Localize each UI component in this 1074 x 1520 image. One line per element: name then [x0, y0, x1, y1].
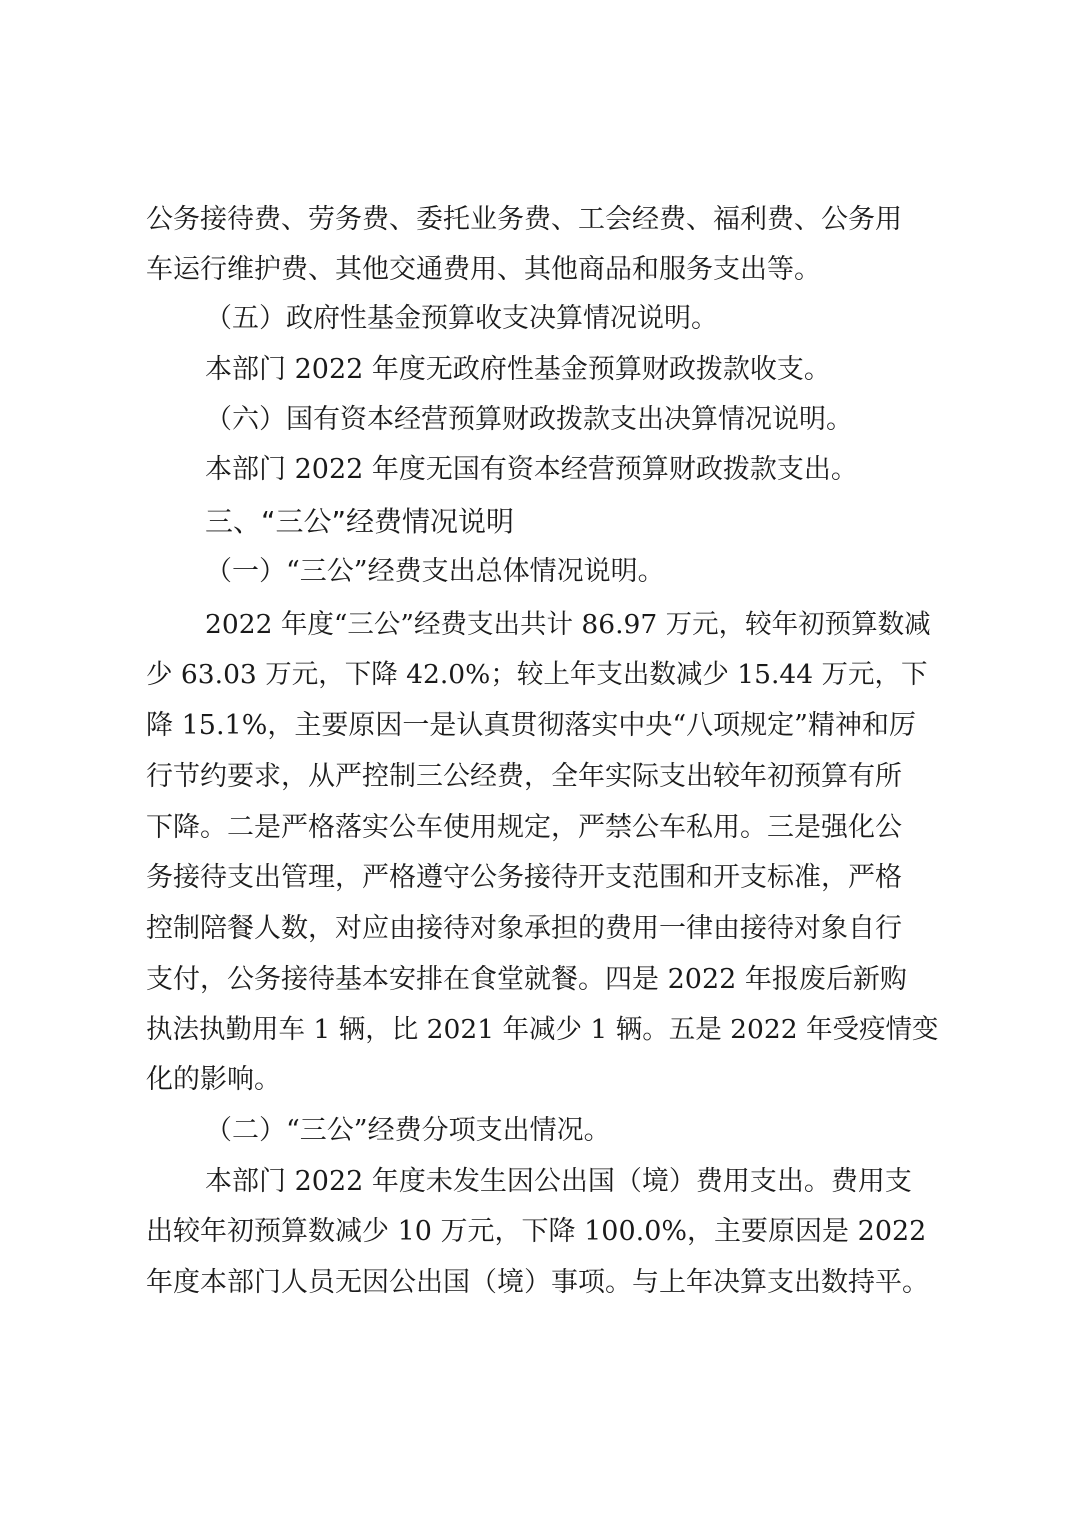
paragraph-line: 公务接待费、劳务费、委托业务费、工会经费、福利费、公务用: [146, 204, 902, 235]
paragraph-line: 车运行维护费、其他交通费用、其他商品和服务支出等。: [146, 254, 821, 285]
paragraph-line: 下降。二是严格落实公车使用规定，严禁公车私用。三是强化公: [146, 812, 902, 843]
paragraph-line: 务接待支出管理，严格遵守公务接待开支范围和开支标准，严格: [146, 862, 902, 893]
paragraph-line: 本部门 2022 年度无国有资本经营预算财政拨款支出。: [205, 454, 858, 485]
paragraph-line: 年度本部门人员无因公出国（境）事项。与上年决算支出数持平。: [146, 1267, 929, 1298]
paragraph-line: 本部门 2022 年度无政府性基金预算财政拨款收支。: [205, 354, 831, 385]
paragraph-line: 本部门 2022 年度未发生因公出国（境）费用支出。费用支: [205, 1166, 912, 1197]
paragraph-line: 支付，公务接待基本安排在食堂就餐。四是 2022 年报废后新购: [146, 964, 907, 995]
paragraph-line: 少 63.03 万元，下降 42.0%；较上年支出数减少 15.44 万元，下: [146, 659, 928, 690]
paragraph-line: 执法执勤用车 1 辆，比 2021 年减少 1 辆。五是 2022 年受疫情变: [146, 1014, 939, 1045]
paragraph-line: 2022 年度“三公”经费支出共计 86.97 万元，较年初预算数减: [205, 609, 931, 640]
section-heading-6: （六）国有资本经营预算财政拨款支出决算情况说明。: [205, 404, 853, 435]
paragraph-line: 化的影响。: [146, 1064, 281, 1095]
section-heading-5: （五）政府性基金预算收支决算情况说明。: [205, 303, 718, 334]
chapter-heading: 三、“三公”经费情况说明: [205, 505, 515, 538]
paragraph-line: 出较年初预算数减少 10 万元，下降 100.0%，主要原因是 2022: [146, 1216, 927, 1247]
paragraph-line: 行节约要求，从严控制三公经费，全年实际支出较年初预算有所: [146, 761, 902, 792]
section-heading-2: （二）“三公”经费分项支出情况。: [205, 1115, 611, 1146]
paragraph-line: 降 15.1%，主要原因一是认真贯彻落实中央“八项规定”精神和厉: [146, 710, 916, 741]
paragraph-line: 控制陪餐人数，对应由接待对象承担的费用一律由接待对象自行: [146, 913, 902, 944]
section-heading-1: （一）“三公”经费支出总体情况说明。: [205, 556, 665, 587]
